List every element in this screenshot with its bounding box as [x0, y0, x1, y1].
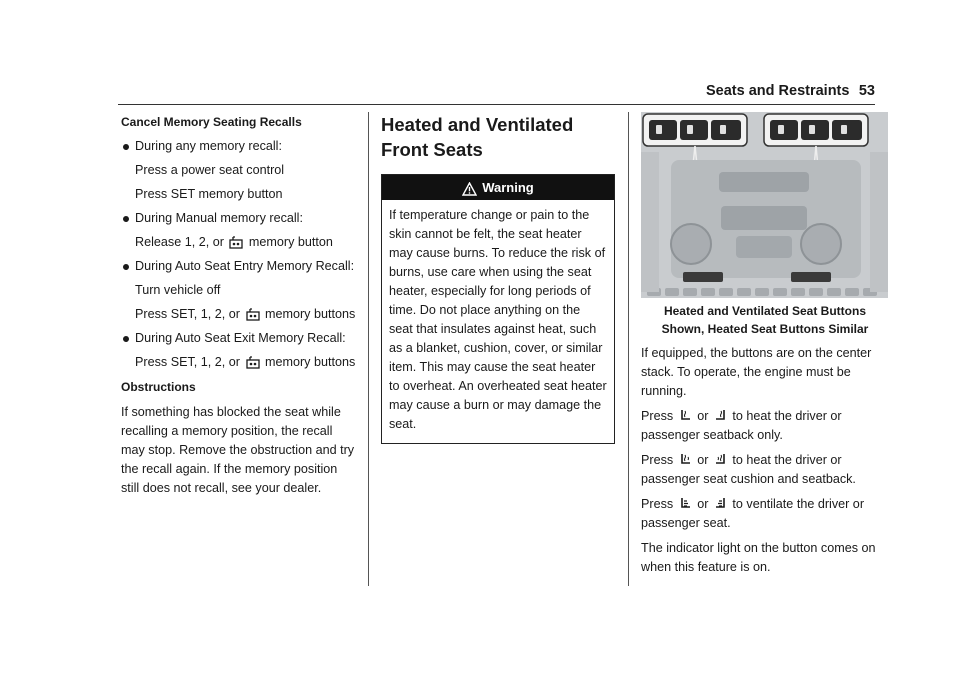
obstructions-text: If something has blocked the seat while recalling a memory position, the recall may stop. Remove the obstruction and try the recall again. If the memory position still does not recall, see your dealer.	[121, 405, 355, 495]
page-number: 53	[858, 83, 875, 99]
ventilated-seat-icon	[679, 497, 692, 512]
memory-seat-icon	[246, 356, 260, 369]
or-label: or	[697, 453, 709, 467]
seatback-heat-rest: to heat the driver or passenger seatback only.	[641, 409, 842, 442]
column-divider-1	[368, 112, 369, 586]
ventilated-seat-icon	[714, 497, 727, 512]
cancel-memory-heading: Cancel Memory Seating Recalls	[121, 115, 302, 129]
header-rule	[118, 104, 875, 105]
any-recall-line-1: Press a power seat control	[135, 163, 285, 177]
warning-label: Warning	[482, 180, 534, 195]
center-stack-illustration	[641, 112, 888, 298]
heated-cushion-icon	[679, 453, 692, 468]
bullet-auto-exit: During Auto Seat Exit Memory Recall:	[121, 329, 356, 348]
photo-caption: Heated and Ventilated Seat Buttons Shown, Heated Seat Buttons Similar	[661, 304, 869, 336]
warning-bar	[382, 175, 614, 200]
section-title: Seats and Restraints	[706, 83, 850, 99]
auto-entry-text-pre: Press SET, 1, 2, or	[135, 307, 240, 321]
indicator-light-text: The indicator light on the button comes on when this feature is on.	[641, 541, 876, 574]
manual-recall-text-pre: Release 1, 2, or	[135, 235, 224, 249]
bullet-any-recall: During any memory recall:	[121, 137, 356, 156]
column-3	[641, 112, 889, 577]
bullet-manual-recall: During Manual memory recall:	[121, 209, 356, 228]
auto-entry-text-post: memory buttons	[265, 307, 356, 321]
press-label: Press	[641, 409, 674, 423]
column-1	[121, 112, 356, 498]
heated-cushion-icon	[714, 453, 727, 468]
auto-entry-line-2	[121, 305, 356, 324]
bullet-auto-entry: During Auto Seat Entry Memory Recall:	[121, 257, 356, 276]
heated-seatback-icon	[679, 409, 692, 424]
auto-exit-text-post: memory buttons	[265, 355, 356, 369]
auto-exit-text-pre: Press SET, 1, 2, or	[135, 355, 240, 369]
obstructions-heading: Obstructions	[121, 380, 196, 394]
any-recall-line-2: Press SET memory button	[135, 187, 283, 201]
press-label: Press	[641, 497, 674, 511]
press-label: Press	[641, 453, 674, 467]
cushion-heat-rest: to heat the driver or passenger seat cushion and seatback.	[641, 453, 856, 486]
column-2	[381, 112, 615, 444]
heated-seats-heading: Heated and Ventilated Front Seats	[381, 114, 574, 160]
warning-text: If temperature change or pain to the skin cannot be felt, the seat heater may cause burns. To reduce the risk of burns, use care when using the seat heater, especially for long periods of time. Do not place anything on the seat that insulates against heat, such as a blanket, cushion, cover, or similar item. This may cause the seat heater to overheat. An overheated seat heater may cause a burn or may damage the seat.	[389, 208, 607, 431]
or-label: or	[697, 497, 709, 511]
ventilate-rest: to ventilate the driver or passenger seat.	[641, 497, 865, 530]
buttons-location-text: If equipped, the buttons are on the center stack. To operate, the engine must be running.	[641, 346, 872, 398]
manual-recall-text-post: memory button	[248, 235, 333, 249]
memory-seat-icon	[229, 236, 243, 249]
auto-exit-line	[121, 353, 356, 372]
warning-triangle-icon	[462, 182, 477, 196]
auto-entry-line-1: Turn vehicle off	[135, 283, 221, 297]
manual-recall-line	[121, 233, 356, 252]
cushion-heat-text	[641, 451, 889, 489]
heated-seatback-icon	[714, 409, 727, 424]
memory-seat-icon	[246, 308, 260, 321]
warning-box	[381, 174, 615, 444]
seatback-heat-text	[641, 407, 889, 445]
or-label: or	[697, 409, 709, 423]
column-divider-2	[628, 112, 629, 586]
ventilate-text	[641, 495, 889, 533]
seat-buttons-photo	[641, 112, 888, 298]
